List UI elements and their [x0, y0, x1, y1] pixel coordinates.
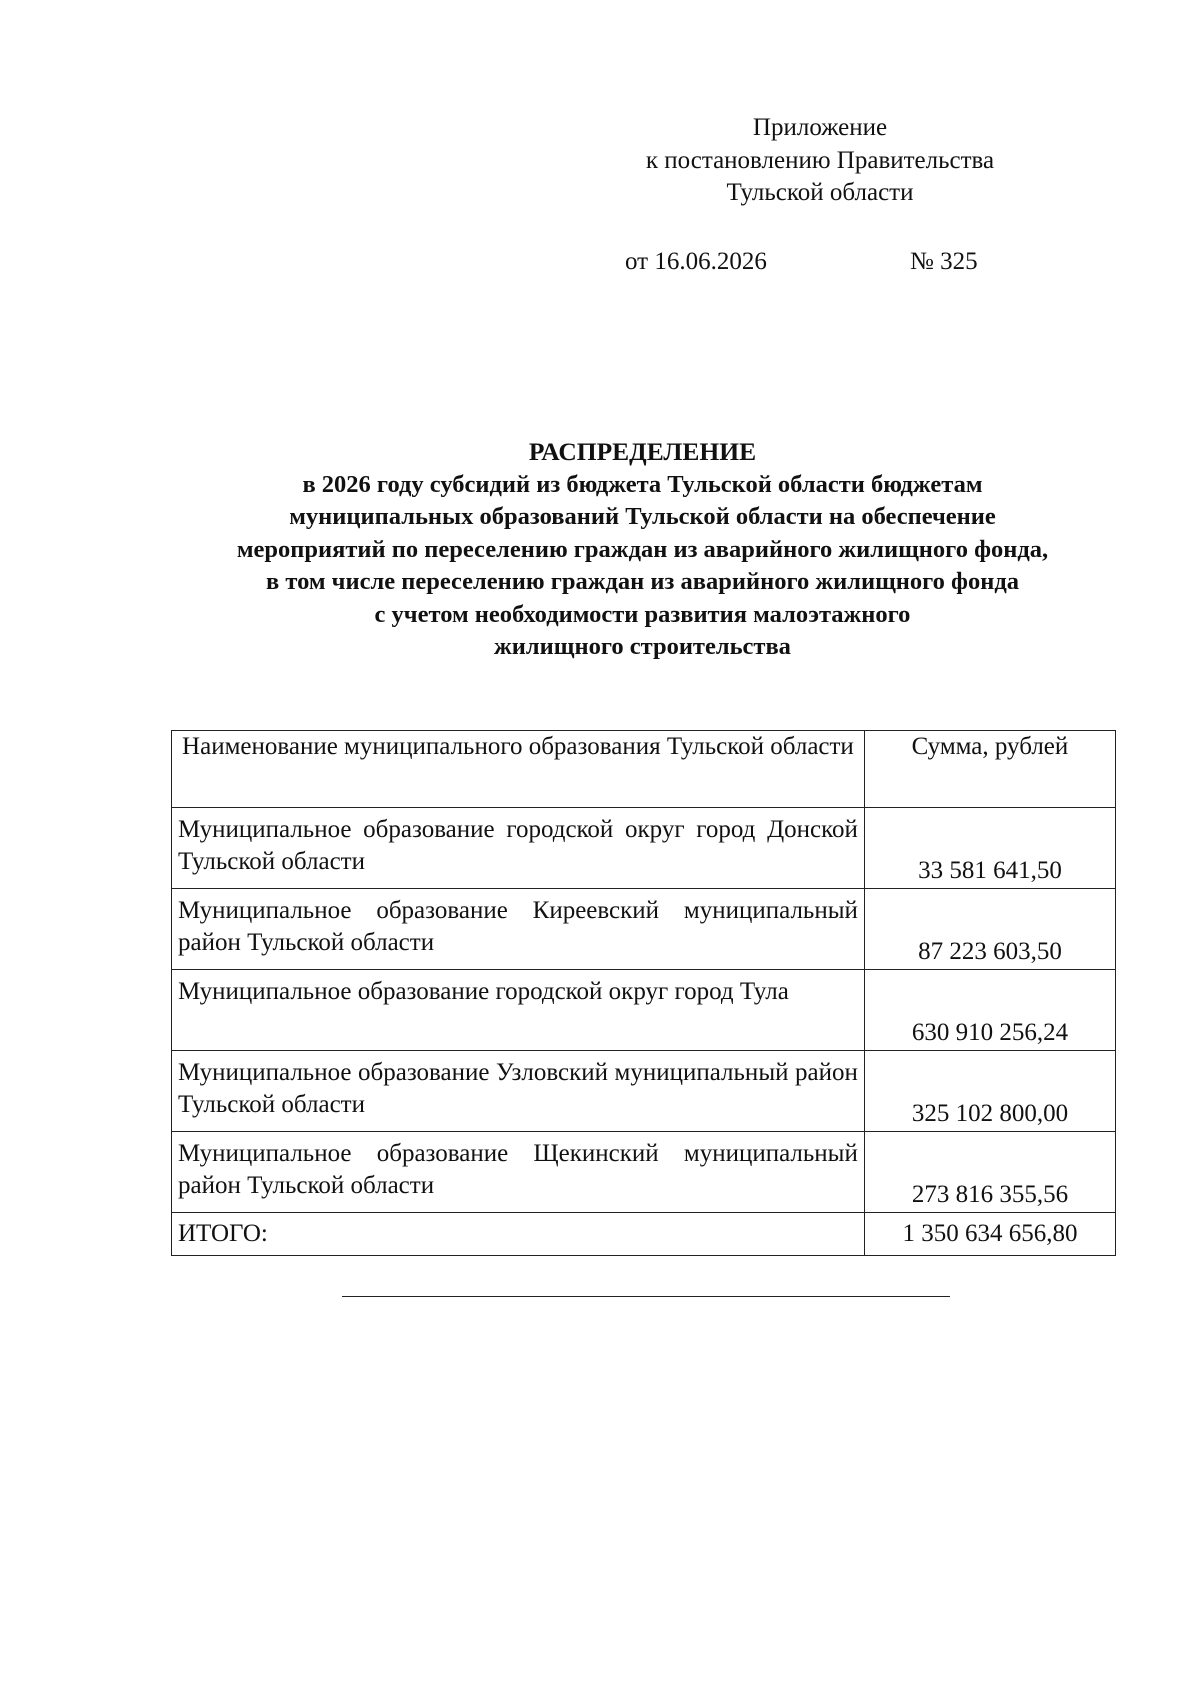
subsidy-amount: 630 910 256,24	[864, 970, 1115, 1051]
decree-date: от 16.06.2026	[625, 248, 767, 275]
subsidy-amount: 87 223 603,50	[864, 889, 1115, 970]
table-header-row	[172, 731, 1116, 808]
heading-line-3: мероприятий по переселению граждан из аварийного жилищного фонда,	[236, 535, 1049, 563]
heading-line-2: муниципальных образований Тульской области на обеспечение	[289, 503, 996, 530]
document-heading	[100, 436, 1185, 664]
subsidy-amount: 273 816 355,56	[864, 1132, 1115, 1213]
total-label: ИТОГО:	[172, 1213, 865, 1256]
municipality-name: Муниципальное образование Щекинский муниципальный район Тульской области	[172, 1132, 865, 1213]
heading-line-6: жилищного строительства	[494, 633, 791, 660]
table-total-row	[172, 1213, 1116, 1256]
table-row	[172, 970, 1116, 1051]
heading-line-5: с учетом необходимости развития малоэтажного	[374, 600, 911, 628]
municipality-name: Муниципальное образование Узловский муниципальный район Тульской области	[172, 1051, 865, 1132]
municipality-name: Муниципальное образование городской округ город Тула	[172, 970, 865, 1051]
appendix-label: Приложение	[752, 114, 888, 141]
decree-number: № 325	[910, 248, 978, 275]
appendix-reference: к постановлению Правительства	[645, 146, 995, 174]
header-sum: Сумма, рублей	[864, 731, 1115, 808]
appendix-region: Тульской области	[726, 179, 914, 206]
municipality-name: Муниципальное образование Киреевский муниципальный район Тульской области	[172, 889, 865, 970]
municipality-name: Муниципальное образование городской округ город Донской Тульской области	[172, 808, 865, 889]
subsidy-amount: 33 581 641,50	[864, 808, 1115, 889]
table-row	[172, 889, 1116, 970]
heading-line-4: в том числе переселению граждан из аварийного жилищного фонда	[266, 568, 1019, 595]
closing-divider	[342, 1296, 950, 1297]
document-title: РАСПРЕДЕЛЕНИЕ	[528, 437, 757, 466]
table-row	[172, 808, 1116, 889]
total-amount: 1 350 634 656,80	[864, 1213, 1115, 1256]
heading-line-1: в 2026 году субсидий из бюджета Тульской области бюджетам	[302, 470, 983, 498]
appendix-block	[600, 112, 1040, 210]
table-row	[172, 1051, 1116, 1132]
subsidy-distribution-table	[171, 730, 1116, 1256]
table-row	[172, 1132, 1116, 1213]
header-municipality: Наименование муниципального образования Тульской области	[172, 731, 865, 808]
subsidy-amount: 325 102 800,00	[864, 1051, 1115, 1132]
